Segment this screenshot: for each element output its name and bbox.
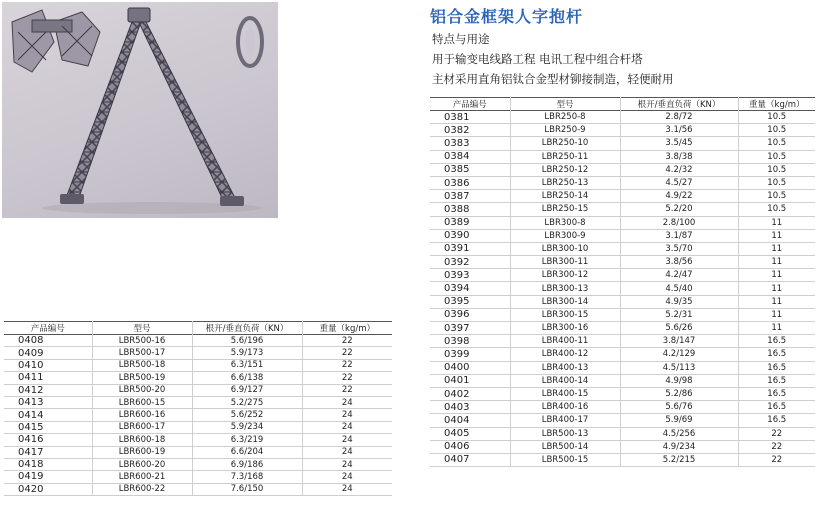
cell-model: LBR300-14 — [510, 295, 620, 308]
table-row — [430, 335, 815, 348]
table-row — [430, 282, 815, 295]
table-row — [430, 269, 815, 282]
cell-load: 2.8/72 — [620, 111, 738, 124]
cell-product-code: 0381 — [430, 111, 510, 124]
cell-model: LBR400-17 — [510, 414, 620, 427]
cell-load: 6.9/186 — [192, 458, 302, 470]
cell-weight: 16.5 — [738, 414, 815, 427]
cell-weight: 24 — [302, 421, 392, 433]
cell-weight: 10.5 — [738, 190, 815, 203]
header-product-code: 产品编号 — [452, 100, 487, 110]
cell-weight: 22 — [302, 384, 392, 396]
table-row — [4, 384, 392, 396]
cell-weight: 11 — [738, 216, 815, 229]
cell-model: LBR300-12 — [510, 269, 620, 282]
cell-product-code: 0382 — [430, 124, 510, 137]
table-row — [4, 471, 392, 483]
cell-model: LBR600-15 — [92, 396, 192, 408]
cell-weight: 22 — [738, 427, 815, 440]
cell-product-code: 0397 — [430, 322, 510, 335]
cell-weight: 22 — [738, 453, 815, 466]
table-row — [430, 440, 815, 453]
cell-load: 5.9/69 — [620, 414, 738, 427]
cell-load: 6.6/138 — [192, 372, 302, 384]
cell-model: LBR250-15 — [510, 203, 620, 216]
cell-load: 5.6/76 — [620, 401, 738, 414]
material-description: 主材采用直角铝钛合金型材铆接制造，轻便耐用 — [432, 72, 674, 86]
cell-product-code: 0417 — [4, 446, 92, 458]
cell-product-code: 0413 — [4, 396, 92, 408]
cell-model: LBR300-15 — [510, 308, 620, 321]
table-row — [430, 150, 815, 163]
cell-model: LBR400-11 — [510, 335, 620, 348]
cell-model: LBR600-17 — [92, 421, 192, 433]
cell-load: 5.2/86 — [620, 387, 738, 400]
cell-product-code: 0388 — [430, 203, 510, 216]
cell-model: LBR300-16 — [510, 322, 620, 335]
table-row — [430, 427, 815, 440]
cell-load: 5.6/252 — [192, 409, 302, 421]
cell-product-code: 0384 — [430, 150, 510, 163]
cell-weight: 22 — [302, 335, 392, 347]
table-row — [430, 348, 815, 361]
cell-weight: 24 — [302, 483, 392, 495]
cell-load: 3.1/56 — [620, 124, 738, 137]
cell-load: 3.8/38 — [620, 150, 738, 163]
cell-product-code: 0399 — [430, 348, 510, 361]
usage-description: 用于输变电线路工程 电讯工程中组合杆塔 — [432, 52, 643, 66]
header-weight: 重量（kg/m） — [738, 98, 815, 111]
cell-weight: 10.5 — [738, 176, 815, 189]
cell-weight: 10.5 — [738, 111, 815, 124]
header-model: 型号 — [510, 98, 620, 111]
cell-product-code: 0420 — [4, 483, 92, 495]
cell-load: 7.3/168 — [192, 471, 302, 483]
table-header-row — [4, 322, 392, 335]
cell-model: LBR500-19 — [92, 372, 192, 384]
cell-load: 4.5/113 — [620, 361, 738, 374]
table-row — [430, 203, 815, 216]
cell-load: 6.3/151 — [192, 359, 302, 371]
cell-model: LBR250-12 — [510, 163, 620, 176]
table-row — [430, 124, 815, 137]
cell-weight: 22 — [738, 440, 815, 453]
cell-load: 7.6/150 — [192, 483, 302, 495]
cell-product-code: 0414 — [4, 409, 92, 421]
cell-product-code: 0411 — [4, 372, 92, 384]
product-photo — [2, 2, 278, 218]
table-row — [430, 163, 815, 176]
cell-weight: 10.5 — [738, 137, 815, 150]
table-row — [430, 453, 815, 466]
features-heading: 特点与用途 — [432, 32, 490, 46]
cell-weight: 10.5 — [738, 163, 815, 176]
cell-model: LBR300-9 — [510, 229, 620, 242]
cell-model: LBR250-10 — [510, 137, 620, 150]
cell-load: 3.5/45 — [620, 137, 738, 150]
cell-product-code: 0389 — [430, 216, 510, 229]
cell-model: LBR250-13 — [510, 176, 620, 189]
table-row — [4, 446, 392, 458]
cell-weight: 22 — [302, 347, 392, 359]
cell-weight: 16.5 — [738, 335, 815, 348]
cell-weight: 16.5 — [738, 374, 815, 387]
table-row — [430, 374, 815, 387]
cell-product-code: 0394 — [430, 282, 510, 295]
cell-product-code: 0405 — [430, 427, 510, 440]
cell-load: 4.5/40 — [620, 282, 738, 295]
cell-weight: 22 — [302, 372, 392, 384]
cell-load: 5.2/275 — [192, 396, 302, 408]
table-row — [4, 359, 392, 371]
table-row — [4, 372, 392, 384]
table-row — [430, 295, 815, 308]
cell-product-code: 0418 — [4, 458, 92, 470]
header-weight: 重量（kg/m） — [302, 322, 392, 335]
product-title: 铝合金框架人字抱杆 — [430, 7, 584, 26]
cell-model: LBR400-15 — [510, 387, 620, 400]
cell-weight: 16.5 — [738, 387, 815, 400]
cell-model: LBR500-13 — [510, 427, 620, 440]
table-row — [430, 190, 815, 203]
table-row — [430, 256, 815, 269]
cell-load: 3.8/56 — [620, 256, 738, 269]
cell-product-code: 0410 — [4, 359, 92, 371]
table-header-row — [430, 98, 815, 111]
cell-product-code: 0383 — [430, 137, 510, 150]
cell-weight: 11 — [738, 295, 815, 308]
cell-load: 3.8/147 — [620, 335, 738, 348]
cell-load: 4.9/22 — [620, 190, 738, 203]
cell-load: 6.9/127 — [192, 384, 302, 396]
cell-product-code: 0390 — [430, 229, 510, 242]
cell-weight: 10.5 — [738, 150, 815, 163]
cell-model: LBR300-11 — [510, 256, 620, 269]
table-row — [4, 396, 392, 408]
cell-model: LBR300-13 — [510, 282, 620, 295]
cell-load: 5.2/31 — [620, 308, 738, 321]
cell-weight: 24 — [302, 409, 392, 421]
table-row — [430, 111, 815, 124]
table-row — [430, 414, 815, 427]
cell-load: 4.9/234 — [620, 440, 738, 453]
table-row — [430, 308, 815, 321]
cell-model: LBR600-18 — [92, 434, 192, 446]
table-row — [4, 458, 392, 470]
cell-load: 4.2/129 — [620, 348, 738, 361]
table-row — [4, 347, 392, 359]
cell-weight: 10.5 — [738, 124, 815, 137]
cell-model: LBR600-22 — [92, 483, 192, 495]
table-row — [430, 216, 815, 229]
cell-load: 5.6/196 — [192, 335, 302, 347]
cell-product-code: 0408 — [4, 335, 92, 347]
cell-model: LBR600-20 — [92, 458, 192, 470]
cell-load: 6.6/204 — [192, 446, 302, 458]
spec-table-left — [4, 321, 392, 496]
cell-product-code: 0393 — [430, 269, 510, 282]
cell-load: 3.1/87 — [620, 229, 738, 242]
header-model: 型号 — [92, 322, 192, 335]
header-load: 根开/垂直负荷（KN） — [620, 98, 738, 111]
cell-model: LBR500-20 — [92, 384, 192, 396]
cell-model: LBR250-11 — [510, 150, 620, 163]
cell-model: LBR500-16 — [92, 335, 192, 347]
cell-product-code: 0403 — [430, 401, 510, 414]
cell-weight: 24 — [302, 396, 392, 408]
cell-load: 4.9/35 — [620, 295, 738, 308]
table-row — [430, 176, 815, 189]
table-row — [4, 421, 392, 433]
cell-model: LBR400-13 — [510, 361, 620, 374]
cell-weight: 22 — [302, 359, 392, 371]
table-row — [430, 229, 815, 242]
cell-model: LBR250-9 — [510, 124, 620, 137]
cell-model: LBR300-10 — [510, 242, 620, 255]
cell-weight: 11 — [738, 308, 815, 321]
table-row — [4, 335, 392, 347]
cell-product-code: 0400 — [430, 361, 510, 374]
cell-model: LBR600-19 — [92, 446, 192, 458]
cell-product-code: 0419 — [4, 471, 92, 483]
cell-model: LBR400-16 — [510, 401, 620, 414]
table-row — [430, 361, 815, 374]
cell-weight: 24 — [302, 434, 392, 446]
cell-product-code: 0396 — [430, 308, 510, 321]
cell-weight: 24 — [302, 458, 392, 470]
cell-product-code: 0409 — [4, 347, 92, 359]
cell-weight: 11 — [738, 269, 815, 282]
cell-model: LBR300-8 — [510, 216, 620, 229]
cell-product-code: 0415 — [4, 421, 92, 433]
cell-product-code: 0406 — [430, 440, 510, 453]
cell-load: 2.8/100 — [620, 216, 738, 229]
cell-model: LBR500-14 — [510, 440, 620, 453]
cell-load: 5.9/234 — [192, 421, 302, 433]
table-body — [4, 335, 392, 496]
cell-model: LBR400-12 — [510, 348, 620, 361]
cell-product-code: 0402 — [430, 387, 510, 400]
cell-load: 6.3/219 — [192, 434, 302, 446]
cell-product-code: 0401 — [430, 374, 510, 387]
cell-model: LBR500-17 — [92, 347, 192, 359]
cell-model: LBR250-14 — [510, 190, 620, 203]
cell-load: 4.2/47 — [620, 269, 738, 282]
table-row — [430, 242, 815, 255]
table-row — [4, 409, 392, 421]
table-row — [430, 137, 815, 150]
cell-model: LBR500-15 — [510, 453, 620, 466]
cell-load: 4.2/32 — [620, 163, 738, 176]
cell-weight: 11 — [738, 282, 815, 295]
table-row — [430, 401, 815, 414]
cell-weight: 24 — [302, 446, 392, 458]
gin-pole-illustration — [2, 2, 278, 218]
table-body — [430, 111, 815, 467]
cell-load: 5.6/26 — [620, 322, 738, 335]
cell-product-code: 0407 — [430, 453, 510, 466]
cell-model: LBR400-14 — [510, 374, 620, 387]
cell-product-code: 0385 — [430, 163, 510, 176]
cell-load: 4.5/256 — [620, 427, 738, 440]
cell-model: LBR600-21 — [92, 471, 192, 483]
cell-load: 3.5/70 — [620, 242, 738, 255]
cell-model: LBR250-8 — [510, 111, 620, 124]
table-row — [4, 483, 392, 495]
cell-load: 5.2/20 — [620, 203, 738, 216]
cell-product-code: 0416 — [4, 434, 92, 446]
table-row — [430, 387, 815, 400]
table-row — [4, 434, 392, 446]
cell-weight: 11 — [738, 256, 815, 269]
header-load: 根开/垂直负荷（KN） — [192, 322, 302, 335]
cell-weight: 16.5 — [738, 361, 815, 374]
cell-weight: 11 — [738, 242, 815, 255]
cell-model: LBR500-18 — [92, 359, 192, 371]
cell-product-code: 0404 — [430, 414, 510, 427]
cell-weight: 10.5 — [738, 203, 815, 216]
cell-weight: 16.5 — [738, 401, 815, 414]
cell-product-code: 0392 — [430, 256, 510, 269]
spec-table-right — [430, 97, 815, 467]
cell-load: 5.9/173 — [192, 347, 302, 359]
cell-product-code: 0387 — [430, 190, 510, 203]
cell-model: LBR600-16 — [92, 409, 192, 421]
cell-product-code: 0412 — [4, 384, 92, 396]
cell-weight: 11 — [738, 229, 815, 242]
cell-product-code: 0386 — [430, 176, 510, 189]
cell-weight: 11 — [738, 322, 815, 335]
cell-product-code: 0395 — [430, 295, 510, 308]
cell-product-code: 0391 — [430, 242, 510, 255]
cell-weight: 16.5 — [738, 348, 815, 361]
cell-product-code: 0398 — [430, 335, 510, 348]
table-row — [430, 322, 815, 335]
cell-load: 4.5/27 — [620, 176, 738, 189]
cell-load: 5.2/215 — [620, 453, 738, 466]
header-product-code: 产品编号 — [30, 324, 65, 334]
cell-load: 4.9/98 — [620, 374, 738, 387]
cell-weight: 24 — [302, 471, 392, 483]
